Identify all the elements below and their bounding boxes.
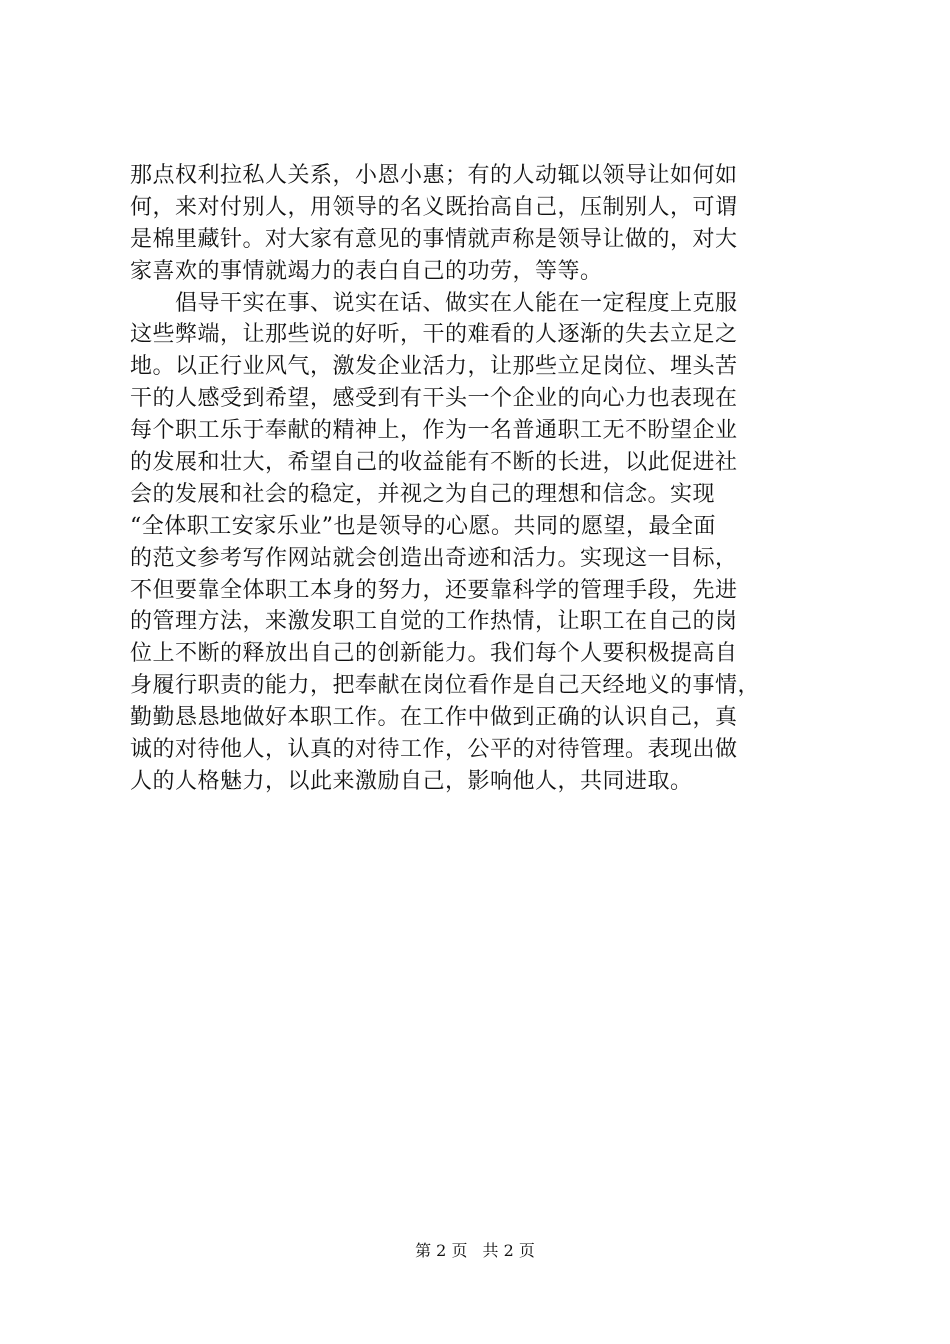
text-line: 地。以正行业风气，激发企业活力，让那些立足岗位、埋头苦 (130, 354, 738, 380)
text-line: 家喜欢的事情就竭力的表白自己的功劳，等等。 (130, 258, 603, 284)
text-line: 干的人感受到希望，感受到有干头一个企业的向心力也表现在 (130, 386, 738, 412)
text-line: 位上不断的释放出自己的创新能力。我们每个人要积极提高自 (130, 641, 738, 667)
page-number: 第 2 页 (415, 1241, 468, 1260)
text-line: 勤勤恳恳地做好本职工作。在工作中做到正确的认识自己，真 (130, 705, 738, 731)
text-line: 这些弊端，让那些说的好听，干的难看的人逐渐的失去立足之 (130, 322, 738, 348)
text-line: 每个职工乐于奉献的精神上，作为一名普通职工无不盼望企业 (130, 418, 738, 444)
text-line: 会的发展和社会的稳定，并视之为自己的理想和信念。实现 (130, 481, 716, 507)
text-line: 诚的对待他人，认真的对待工作，公平的对待管理。表现出做 (130, 737, 738, 763)
text-line: “全体职工安家乐业”也是领导的心愿。共同的愿望，最全面 (130, 513, 716, 539)
body-text (130, 160, 830, 798)
text-line: 何，来对付别人，用领导的名义既抬高自己，压制别人，可谓 (130, 194, 738, 220)
page-footer (0, 1240, 950, 1262)
text-line: 的范文参考写作网站就会创造出奇迹和活力。实现这一目标， (130, 545, 738, 571)
text-line: 是棉里藏针。对大家有意见的事情就声称是领导让做的，对大 (130, 226, 738, 252)
text-line: 不但要靠全体职工本身的努力，还要靠科学的管理手段，先进 (130, 577, 738, 603)
text-line: 那点权利拉私人关系，小恩小惠；有的人动辄以领导让如何如 (130, 163, 738, 188)
text-line: 身履行职责的能力，把奉献在岗位看作是自己天经地义的事情， (130, 673, 761, 699)
text-line: 的发展和壮大，希望自己的收益能有不断的长进，以此促进社 (130, 450, 738, 476)
text-line: 倡导干实在事、说实在话、做实在人能在一定程度上克服 (130, 290, 738, 316)
page-total: 共 2 页 (482, 1241, 535, 1260)
text-line: 人的人格魅力，以此来激励自己，影响他人，共同进取。 (130, 768, 693, 794)
text-line: 的管理方法，来激发职工自觉的工作热情，让职工在自己的岗 (130, 609, 738, 635)
